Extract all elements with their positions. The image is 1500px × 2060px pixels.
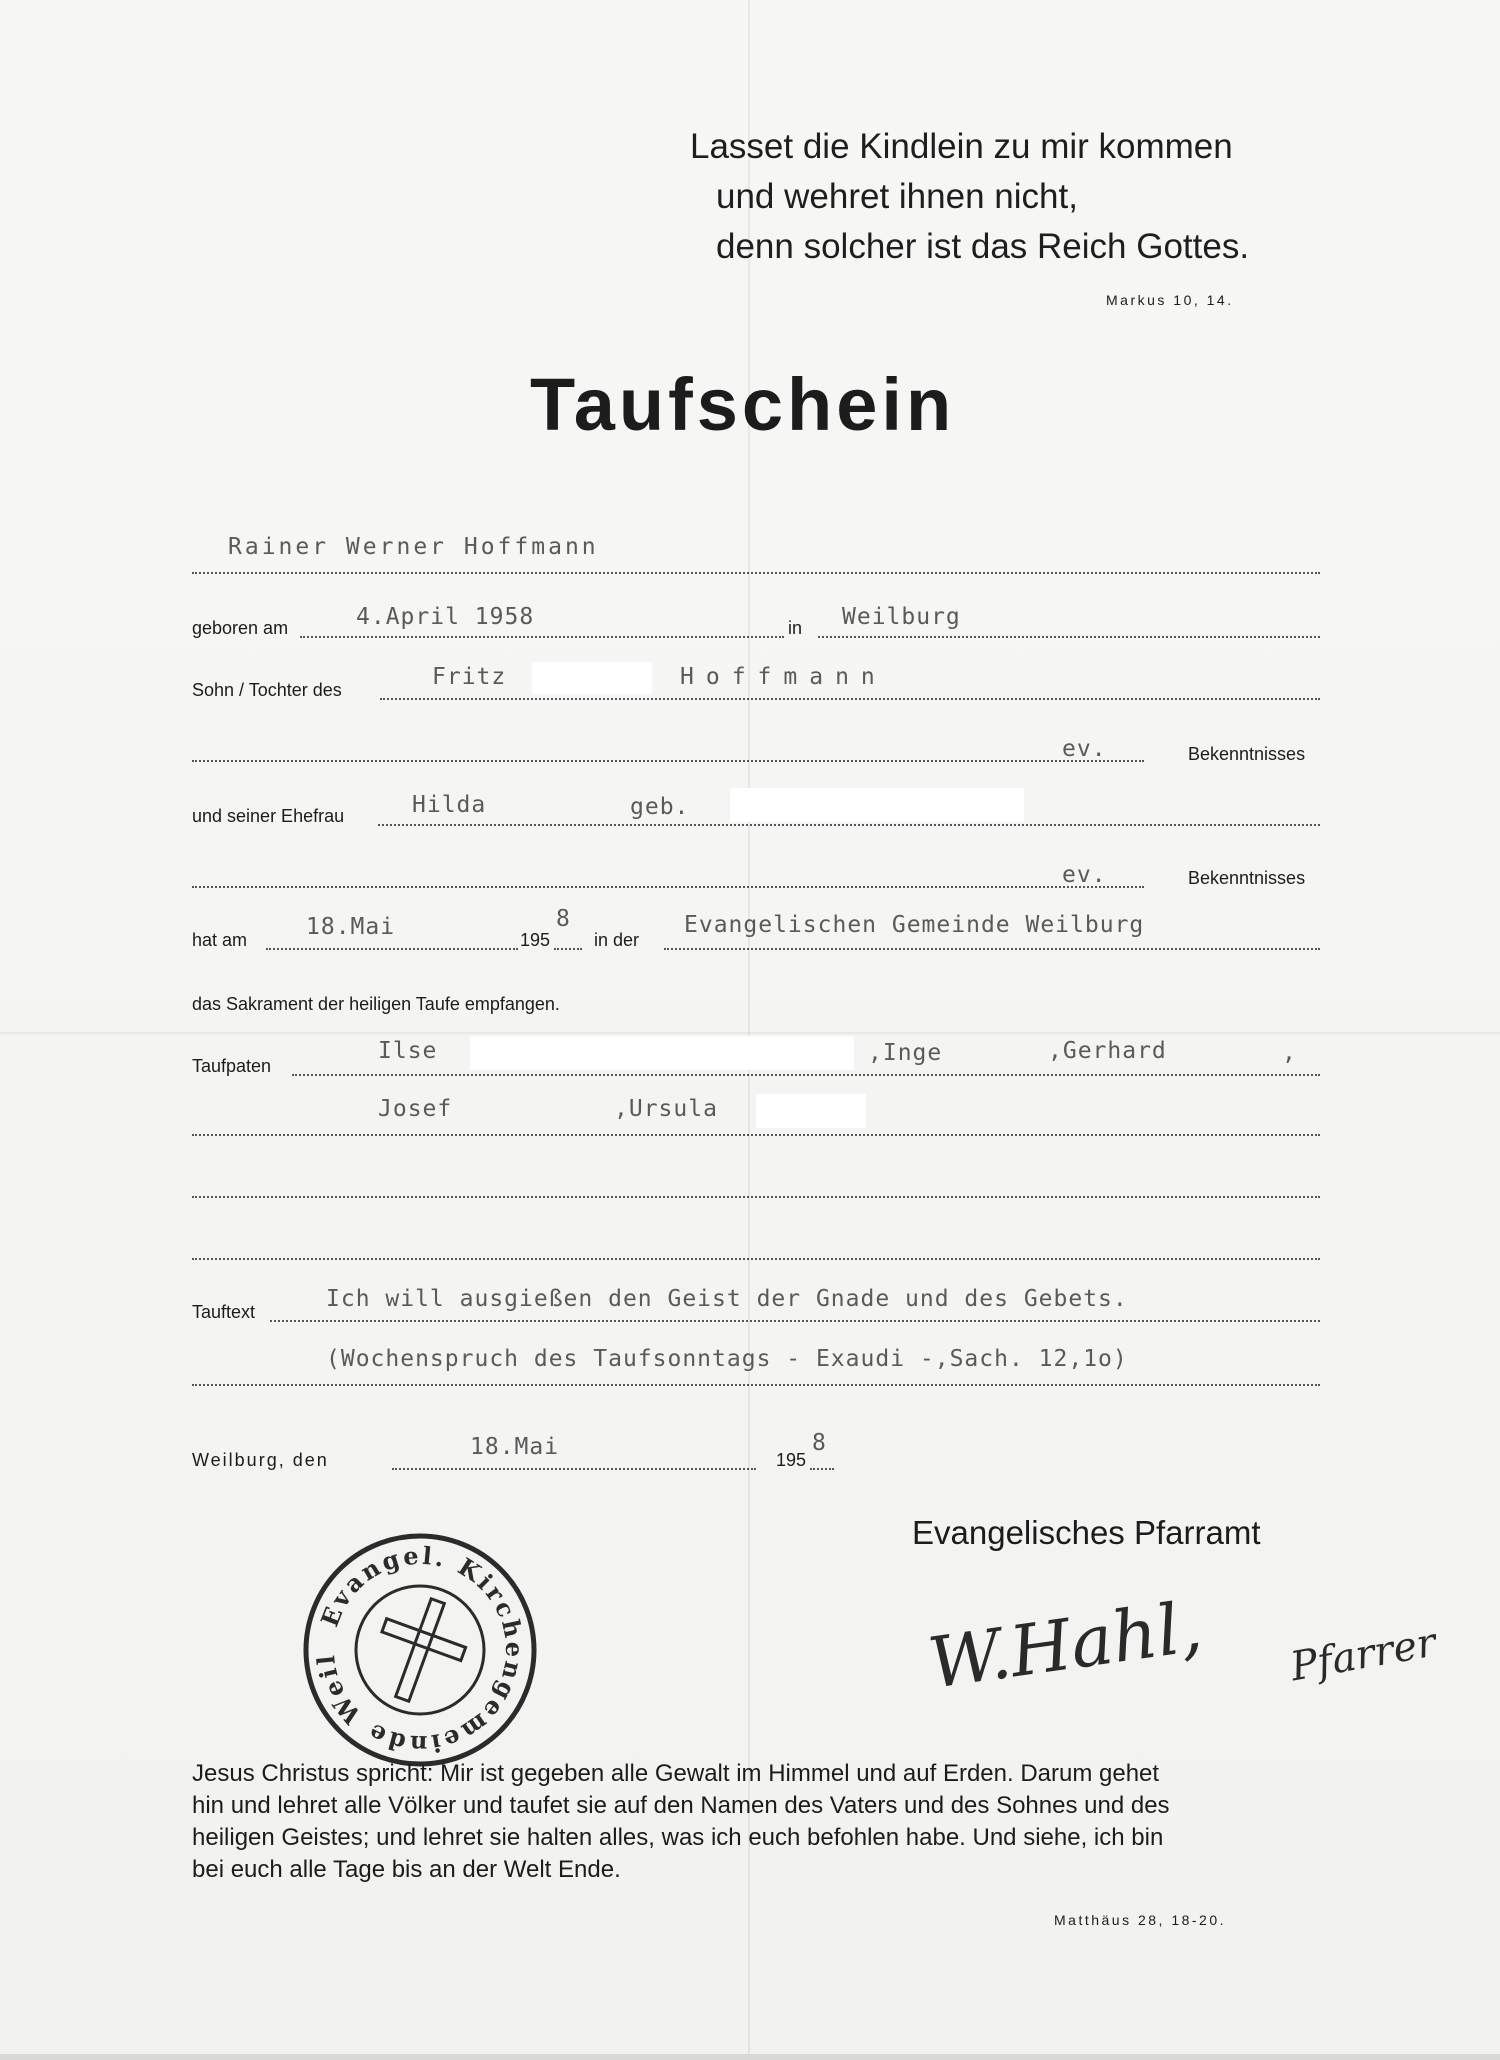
- mother-first-name: Hilda: [412, 792, 487, 818]
- dotted-line: [300, 636, 784, 638]
- confession-label: Bekenntnisses: [1188, 744, 1306, 764]
- had-label: hat am: [192, 930, 248, 950]
- in-label: in: [788, 618, 803, 638]
- dotted-line: [192, 760, 1144, 762]
- in-der-label: in der: [594, 930, 640, 950]
- born-label: geboren am: [192, 618, 289, 638]
- verse-line-1: Jesus Christus spricht: Mir ist gegeben alle Gewalt im Himmel und auf Erden. Darum gehet: [192, 1760, 1160, 1787]
- confession-label: Bekenntnisses: [1188, 868, 1306, 888]
- godparent-5: ,Ursula: [614, 1096, 718, 1122]
- dotted-line: [664, 948, 1320, 950]
- cross-icon: [363, 1587, 478, 1713]
- redaction: [470, 1036, 854, 1070]
- paper-edge: [0, 2054, 1500, 2060]
- baptism-day: 18.Mai: [306, 914, 396, 940]
- issue-day: 18.Mai: [470, 1434, 560, 1460]
- mother-geb: geb.: [630, 794, 690, 820]
- signature-title: Pfarrer: [1287, 1619, 1440, 1691]
- place-date-label: Weilburg, den: [192, 1450, 329, 1470]
- birth-place: Weilburg: [842, 604, 961, 630]
- closing-verse: [192, 1758, 1322, 1886]
- motto-reference: Markus 10, 14.: [1106, 292, 1234, 308]
- birth-date: 4.April 1958: [356, 604, 535, 630]
- dotted-line: [392, 1468, 756, 1470]
- motto-line-3: denn solcher ist das Reich Gottes.: [716, 227, 1250, 266]
- verse-line-3: heiligen Geistes; und lehret sie halten alles, was ich euch befohlen habe. Und siehe, ich bin: [192, 1824, 1164, 1851]
- dotted-line: [270, 1320, 1320, 1322]
- dotted-line: [192, 1196, 1320, 1198]
- dotted-line: [378, 824, 1320, 826]
- mother-confession: ev.: [1062, 862, 1107, 888]
- dotted-line: [380, 698, 1320, 700]
- seal-ring-text: Evangel. Kirchengemeinde Weil: [310, 1540, 530, 1760]
- godparent-1: Ilse: [378, 1038, 438, 1064]
- signature: W.Hahl,: [923, 1585, 1207, 1705]
- redaction: [532, 662, 652, 694]
- father-first-name: Fritz: [432, 664, 507, 690]
- godparents-label: Taufpaten: [192, 1056, 272, 1076]
- congregation: Evangelischen Gemeinde Weilburg: [684, 912, 1145, 938]
- verse-line-4: bei euch alle Tage bis an der Welt Ende.: [192, 1856, 621, 1883]
- father-last-name: Hoffmann: [680, 664, 887, 690]
- dotted-line: [818, 636, 1320, 638]
- dotted-line: [266, 948, 518, 950]
- wife-label: und seiner Ehefrau: [192, 806, 345, 826]
- baptism-text-line-1: Ich will ausgießen den Geist der Gnade und des Gebets.: [326, 1286, 1128, 1312]
- fold-line-horizontal: [0, 1032, 1500, 1034]
- dotted-line: [292, 1074, 1320, 1076]
- dotted-line: [810, 1468, 834, 1470]
- year-digit: 8: [556, 906, 571, 932]
- fold-line-vertical: [748, 0, 750, 2060]
- godparent-3: ,Gerhard: [1048, 1038, 1167, 1064]
- dotted-line: [192, 1258, 1320, 1260]
- dotted-line: [192, 572, 1320, 574]
- son-label: Sohn / Tochter des: [192, 680, 342, 700]
- godparent-4: Josef: [378, 1096, 453, 1122]
- dotted-line: [192, 1384, 1320, 1386]
- child-name: Rainer Werner Hoffmann: [228, 534, 599, 560]
- text-label: Tauftext: [192, 1302, 256, 1322]
- godparent-2: ,Inge: [868, 1040, 943, 1066]
- motto-line-2: und wehret ihnen nicht,: [716, 177, 1078, 216]
- baptism-text-line-2: (Wochenspruch des Taufsonntags - Exaudi -,Sach. 12,1o): [326, 1346, 1128, 1372]
- parish-office: Evangelisches Pfarramt: [912, 1514, 1261, 1551]
- motto-line-1: Lasset die Kindlein zu mir kommen: [690, 127, 1233, 166]
- year-prefix: 195: [520, 930, 551, 950]
- redaction: [730, 788, 1024, 822]
- issue-year-prefix: 195: [776, 1450, 807, 1470]
- godparent-separator: ,: [1282, 1040, 1297, 1066]
- dotted-line: [554, 948, 582, 950]
- dotted-line: [192, 886, 1144, 888]
- verse-reference: Matthäus 28, 18-20.: [1054, 1912, 1227, 1928]
- father-confession: ev.: [1062, 736, 1107, 762]
- church-seal: [300, 1530, 540, 1770]
- issue-year-digit: 8: [812, 1430, 827, 1456]
- verse-line-2: hin und lehret alle Völker und taufet sie auf den Namen des Vaters und des Sohnes und des: [192, 1792, 1170, 1819]
- redaction: [756, 1094, 866, 1128]
- dotted-line: [192, 1134, 1320, 1136]
- motto: [690, 122, 1249, 272]
- sacrament-text: das Sakrament der heiligen Taufe empfangen.: [192, 994, 560, 1014]
- page-title: Taufschein: [530, 363, 956, 446]
